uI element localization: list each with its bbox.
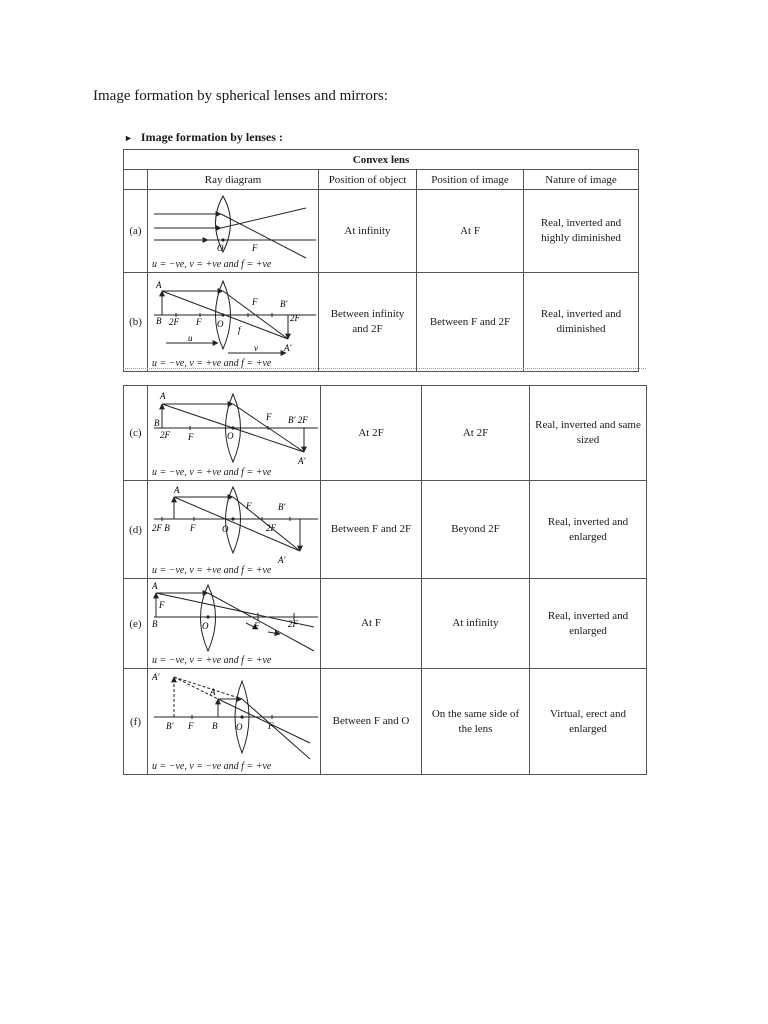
lens-table-part-2 [123, 385, 647, 775]
label-a: A [174, 485, 180, 495]
table-row [124, 190, 639, 273]
position-of-object: Between F and 2F [321, 481, 422, 579]
position-of-image: At 2F [422, 386, 530, 481]
arrow-bullet-icon: ► [124, 133, 133, 143]
position-of-image: Beyond 2F [422, 481, 530, 579]
nature-of-image: Real, inverted and enlarged [530, 579, 647, 669]
ray-diagram-a [148, 190, 319, 273]
label-b: B [154, 418, 160, 428]
ray-diagram-d-svg [148, 481, 321, 578]
ray-diagram-c [148, 386, 321, 481]
label-f-distance: f [238, 325, 241, 335]
section-title [124, 130, 283, 145]
label-o: O [222, 524, 229, 534]
label-b: B [152, 619, 158, 629]
nature-of-image-header: Nature of image [524, 170, 639, 190]
label-f: F [252, 243, 258, 253]
nature-of-image: Real, inverted and diminished [524, 273, 639, 372]
row-label: (f) [124, 669, 148, 775]
label-a: A [152, 581, 158, 591]
ray-diagram-header: Ray diagram [148, 170, 319, 190]
position-of-object: Between F and O [321, 669, 422, 775]
row-label: (a) [124, 190, 148, 273]
label-header-blank [124, 170, 148, 190]
label-f: F [196, 317, 202, 327]
label-b-prime: B′ [280, 299, 288, 309]
position-of-object: Between infinity and 2F [319, 273, 417, 372]
label-a: A [210, 687, 216, 697]
position-of-image-header: Position of image [417, 170, 524, 190]
label-f: F [159, 600, 165, 610]
label-b-prime: B′ [166, 721, 174, 731]
sign-convention: u = −ve, v = +ve and f = +ve [152, 655, 272, 666]
label-2f: 2F [169, 317, 179, 327]
nature-of-image: Real, inverted and highly diminished [524, 190, 639, 273]
label-v: v [254, 343, 258, 353]
label-a: A [160, 391, 166, 401]
position-of-object: At 2F [321, 386, 422, 481]
table-row [124, 669, 647, 775]
label-o: O [217, 243, 224, 253]
row-label: (e) [124, 579, 148, 669]
label-a-prime: A′ [298, 456, 306, 466]
ray-diagram-e [148, 579, 321, 669]
label-f: F [254, 621, 260, 631]
label-f: F [266, 412, 272, 422]
position-of-object-header: Position of object [319, 170, 417, 190]
label-o: O [236, 722, 243, 732]
row-label: (d) [124, 481, 148, 579]
position-of-image: At F [417, 190, 524, 273]
label-2f-b: 2F B [152, 523, 170, 533]
label-u: u [188, 333, 193, 343]
label-f: F [190, 523, 196, 533]
sign-convention: u = −ve, v = +ve and f = +ve [152, 467, 272, 478]
sign-convention: u = −ve, v = +ve and f = +ve [152, 259, 272, 270]
nature-of-image: Real, inverted and enlarged [530, 481, 647, 579]
label-o: O [217, 319, 224, 329]
label-f: F [188, 432, 194, 442]
ray-diagram-b-svg [148, 273, 319, 371]
section-title-text: Image formation by lenses : [140, 130, 283, 144]
label-o: O [227, 431, 234, 441]
ray-diagram-f-svg [148, 669, 321, 774]
label-f: F [268, 721, 274, 731]
label-a-prime: A′ [278, 555, 286, 565]
position-of-image: Between F and 2F [417, 273, 524, 372]
ray-diagram-f [148, 669, 321, 775]
position-of-object: At infinity [319, 190, 417, 273]
position-of-image: At infinity [422, 579, 530, 669]
position-of-image: On the same side of the lens [422, 669, 530, 775]
label-f: F [188, 721, 194, 731]
ray-diagram-c-svg [148, 386, 321, 480]
nature-of-image: Real, inverted and same sized [530, 386, 647, 481]
table-row [124, 481, 647, 579]
nature-of-image: Virtual, erect and enlarged [530, 669, 647, 775]
sign-convention: u = −ve, v = +ve and f = +ve [152, 358, 272, 369]
table-row [124, 273, 639, 372]
row-label: (b) [124, 273, 148, 372]
sign-convention: u = −ve, v = −ve and f = +ve [152, 761, 272, 772]
position-of-object: At F [321, 579, 422, 669]
label-2f: 2F [288, 619, 298, 629]
label-a: A [156, 280, 162, 290]
convex-lens-header: Convex lens [124, 150, 639, 170]
label-b-prime: B′ [278, 502, 286, 512]
label-f: F [246, 501, 252, 511]
label-b: B [212, 721, 218, 731]
ray-diagram-d [148, 481, 321, 579]
row-label: (c) [124, 386, 148, 481]
label-b: B [156, 316, 162, 326]
label-o: O [202, 621, 209, 631]
label-b-prime-2f: B′ 2F [288, 415, 308, 425]
page-break-divider [123, 368, 646, 369]
table-row [124, 579, 647, 669]
page-heading: Image formation by spherical lenses and mirrors: [93, 88, 388, 104]
label-f: F [252, 297, 258, 307]
sign-convention: u = −ve, v = +ve and f = +ve [152, 565, 272, 576]
label-2f: 2F [160, 430, 170, 440]
label-a-prime: A′ [152, 672, 160, 682]
ray-diagram-b [148, 273, 319, 372]
table-row [124, 386, 647, 481]
label-2f: 2F [266, 523, 276, 533]
label-2f: 2F [290, 313, 300, 323]
label-a-prime: A′ [284, 343, 292, 353]
lens-table-part-1 [123, 149, 639, 372]
